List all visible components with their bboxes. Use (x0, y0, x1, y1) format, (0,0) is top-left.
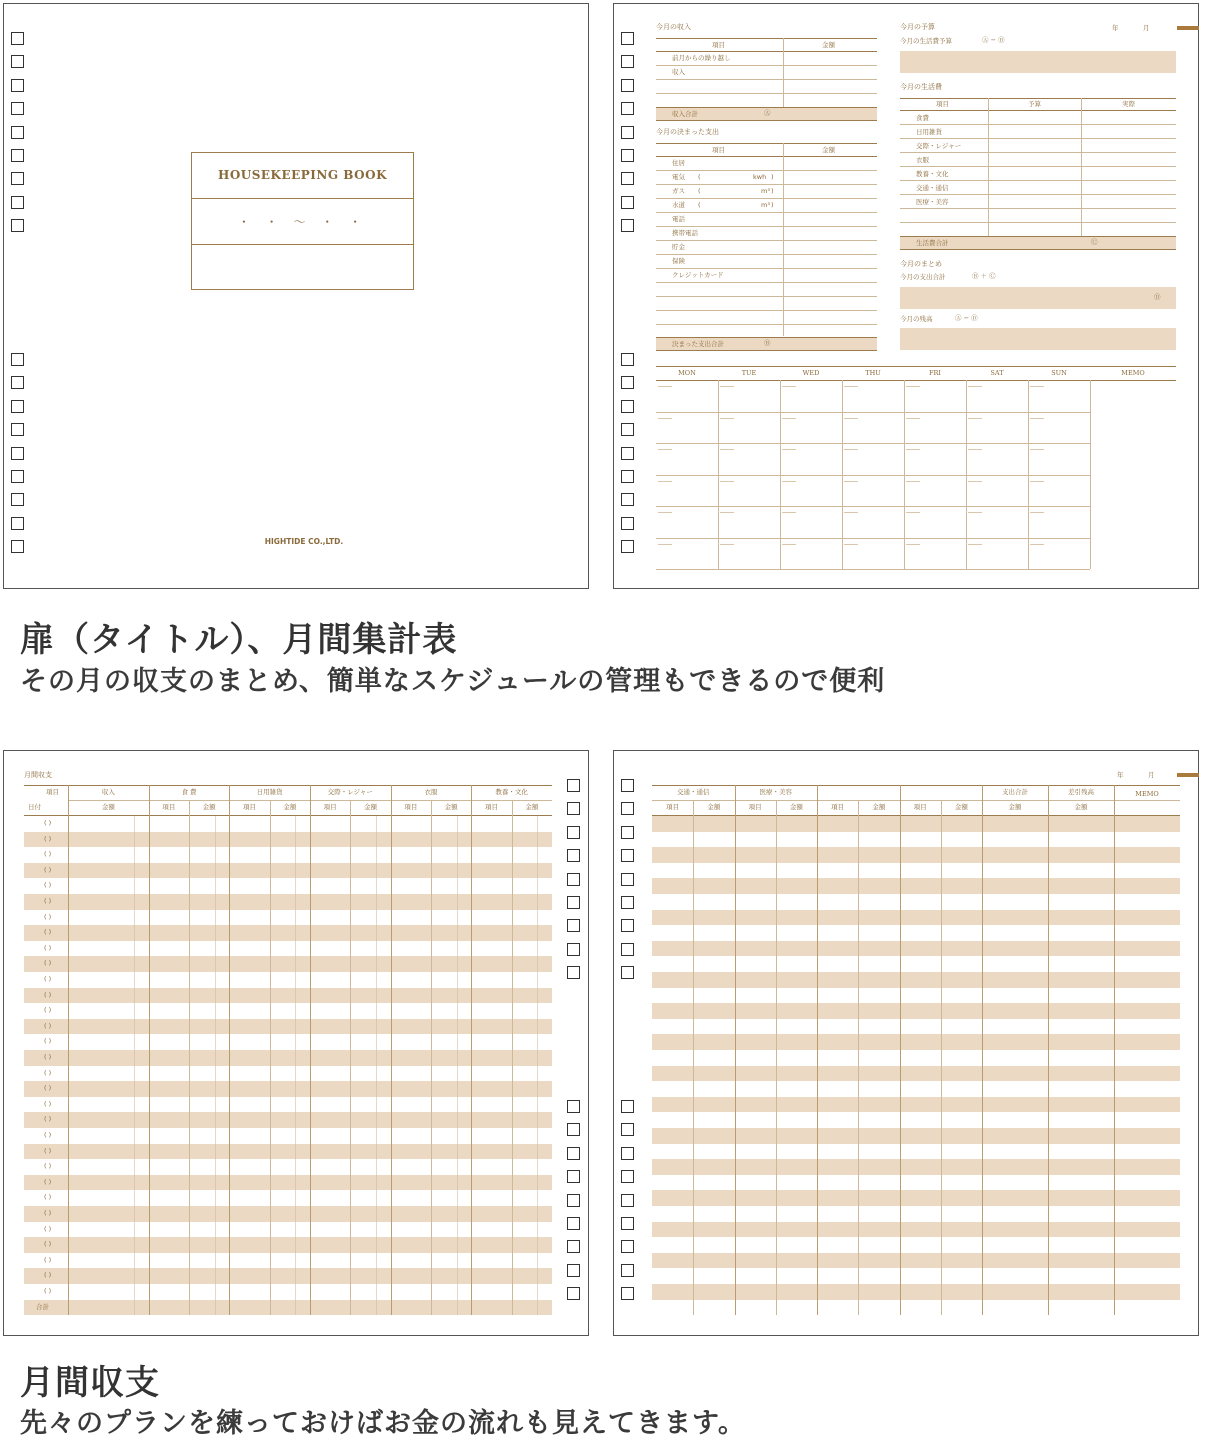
calendar-day-wed: WED (802, 369, 820, 377)
income-total-label: 収入合計 (672, 110, 698, 118)
ledger-sub-rule (652, 800, 1180, 801)
ledger-row-band (652, 1284, 1180, 1300)
ledger-row-band (652, 1034, 1180, 1050)
calendar-date-slot (844, 481, 858, 482)
ledger-sub-amount: 金額 (707, 803, 721, 811)
income-total-mark: Ⓐ (764, 109, 771, 117)
ledger-sub-amount: 金額 (283, 803, 297, 811)
ledger-row-band (652, 1003, 1180, 1019)
ledger-subcol-rule (270, 800, 271, 1315)
summary-spend-label: 今月の支出合計 (900, 273, 946, 281)
calendar-date-slot (1030, 512, 1044, 513)
calendar-date-slot (658, 481, 672, 482)
income-col-amount: 金額 (822, 41, 835, 49)
calendar-date-slot (1030, 481, 1044, 482)
ledger-row-date: ( ) (44, 1021, 52, 1030)
calendar-date-slot (844, 449, 858, 450)
caption-subtitle-2: 先々のプランを練っておけばお金の流れも見えてきます。 (20, 1408, 746, 1439)
cover-title-box (191, 152, 414, 290)
ledger-col-rule (68, 785, 69, 1315)
calendar-date-slot (658, 512, 672, 513)
calendar-date-slot (658, 386, 672, 387)
ledger-category-0: 交通・通信 (677, 788, 710, 796)
ledger-row-date: ( ) (44, 1084, 52, 1093)
ledger-sub-amount: 金額 (789, 803, 803, 811)
ledger-row-band (652, 1159, 1180, 1175)
ledger-category-0: 収入 (101, 788, 115, 796)
ledger-header-rule (24, 815, 552, 816)
ledger-row-date: ( ) (44, 1146, 52, 1155)
calendar-week-rule (656, 569, 1090, 570)
ledger-row-date: ( ) (44, 975, 52, 983)
ledger-row-band (652, 1097, 1180, 1113)
living-col-budget: 予算 (1028, 100, 1041, 108)
ledger-subcol-rule (189, 800, 190, 1315)
ledger-row-date: ( ) (44, 912, 52, 921)
calendar-date-slot (968, 449, 982, 450)
calendar-top-rule (656, 366, 1176, 367)
calendar-date-slot (906, 481, 920, 482)
binder-holes (11, 353, 24, 553)
calendar-day-mon: MON (678, 369, 696, 377)
ledger-subcol-rule (941, 800, 942, 1315)
ledger-row-date: ( ) (44, 1224, 52, 1233)
ledger-memo: MEMO (1135, 790, 1159, 798)
ledger-col-rule (900, 785, 901, 1315)
ledger-row-band (652, 1253, 1180, 1269)
income-row-income: 収入 (672, 68, 685, 76)
fixed-row-insurance: 保険 (672, 257, 685, 265)
ledger-row-band (652, 847, 1180, 863)
ledger-subcol-rule (431, 800, 432, 1315)
binder-holes (621, 1100, 634, 1300)
binder-holes (11, 32, 24, 232)
living-total-label: 生活費合計 (916, 239, 949, 247)
fixed-col-item: 項目 (712, 146, 725, 154)
ledger-row-date: ( ) (44, 928, 52, 937)
fixed-row-mobile: 携帯電話 (672, 229, 698, 237)
ledger-row-date: ( ) (44, 897, 52, 905)
living-heading: 今月の生活費 (900, 83, 942, 91)
summary-balance-formula: Ⓐ − Ⓓ (955, 314, 978, 322)
ledger-row-band (24, 894, 552, 910)
ledger-row-date: ( ) (44, 990, 52, 999)
ledger-row-band (24, 1081, 552, 1097)
living-row-leisure: 交際・レジャー (916, 142, 962, 150)
fixed-row-housing: 住居 (672, 159, 685, 167)
corner-item-label: 項目 (46, 788, 59, 796)
ledger-sub-item: 項目 (484, 803, 498, 811)
income-col-item: 項目 (712, 41, 725, 49)
ledger-row-band (24, 925, 552, 941)
ledger-left-page (3, 750, 589, 1336)
calendar-header-rule (656, 380, 1176, 381)
income-heading: 今月の収入 (656, 23, 691, 31)
ledger-row-date: ( ) (44, 1162, 52, 1171)
ledger-subcol-rule (350, 800, 351, 1315)
fixed-col-amount: 金額 (822, 146, 835, 154)
ledger-row-date: ( ) (44, 943, 52, 952)
summary-spend-mark: Ⓓ (1154, 293, 1161, 301)
calendar-date-slot (844, 418, 858, 419)
ledger-category-1: 医療・美容 (759, 788, 792, 796)
calendar-date-slot (906, 544, 920, 545)
calendar-date-slot (906, 386, 920, 387)
calendar-date-slot (720, 449, 734, 450)
calendar-week-rule (656, 443, 1090, 444)
ledger-row-band (652, 1222, 1180, 1238)
ledger-row-band (652, 816, 1180, 832)
calendar-date-slot (782, 512, 796, 513)
calendar-date-slot (968, 512, 982, 513)
ledger-sub-item: 項目 (831, 803, 845, 811)
ledger-sub-amount: 金額 (954, 803, 968, 811)
calendar-date-slot (906, 418, 920, 419)
ledger-yen-rule (457, 816, 458, 1315)
ledger-row-band (24, 1112, 552, 1128)
ledger-col-rule (735, 785, 736, 1315)
ledger-sub-item: 項目 (748, 803, 762, 811)
ledger-row-date: ( ) (44, 881, 52, 890)
fixed-row-water: 水道 (672, 201, 685, 209)
calendar-date-slot (1030, 386, 1044, 387)
caption-subtitle-1: その月の収支のまとめ、簡単なスケジュールの管理もできるので便利 (20, 666, 886, 697)
calendar-date-slot (658, 544, 672, 545)
ledger-sub-amount: 金額 (525, 803, 539, 811)
calendar-date-slot (658, 418, 672, 419)
fixed-row-savings: 貯金 (672, 243, 685, 251)
ledger-subcol-rule (512, 800, 513, 1315)
ledger-sub-amount: 金額 (444, 803, 458, 811)
calendar-date-slot (968, 481, 982, 482)
ledger-row-band (24, 832, 552, 848)
monthly-summary-page: 今月の収入 項目 金額 前月からの繰り越し 収入 収入合計 Ⓐ 今月の決まった支出 項目 金額 住居 電気 ( kwh ) ガス ( m³ ) 水道 ( m³ ) 電話 携帯電話 貯金 保険 クレジットカード 決まった支出合計 Ⓑ 今月の予算 年 月 今月の生活費予算 Ⓐ − Ⓑ 今月の生活費 項目 予算 実際 食費 日用雑貨 交際・レジャー 衣服 教養・文化 交通・通信 医療・美容 生活費合計 Ⓒ 今月のまとめ 今月の支出合計 Ⓑ ＋ Ⓒ Ⓓ 今月の残高 Ⓐ − Ⓓ MON TUE WED THU FRI SAT SUN MEMO (613, 3, 1199, 589)
ledger-row-band (652, 878, 1180, 894)
calendar-day-thu: THU (865, 369, 881, 377)
fixed-total-label: 決まった支出合計 (672, 340, 724, 348)
calendar-day-sat: SAT (990, 369, 1004, 377)
calendar-day-memo: MEMO (1121, 369, 1145, 377)
ledger-sub-amount: 金額 (202, 803, 216, 811)
ledger-row-date: ( ) (44, 819, 52, 827)
ledger-row-date: ( ) (44, 1068, 52, 1077)
ledger-row-date: ( ) (44, 1006, 52, 1015)
ledger-category-4: 衣服 (424, 788, 438, 796)
caption-title-1: 扉（タイトル）、月間集計表 (20, 620, 458, 660)
ledger-right-month: 月 (1148, 771, 1155, 779)
ledger-row-date: ( ) (44, 1240, 52, 1249)
calendar-col-rule (1090, 380, 1091, 569)
budget-year: 年 (1112, 24, 1119, 32)
ledger-sub-amount: 金額 (872, 803, 886, 811)
ledger-col-rule (471, 785, 472, 1315)
ledger-col-rule (310, 785, 311, 1315)
ledger-row-date: ( ) (44, 1255, 52, 1264)
calendar-date-slot (782, 449, 796, 450)
calendar-day-tue: TUE (741, 369, 757, 377)
ledger-row-band (652, 1066, 1180, 1082)
calendar-week-rule (656, 475, 1090, 476)
ledger-left-table (24, 785, 552, 1319)
calendar-date-slot (1030, 449, 1044, 450)
living-row-goods: 日用雑貨 (916, 128, 942, 136)
ledger-category-5: 教養・文化 (495, 788, 528, 796)
corner-date-label: 日付 (28, 803, 41, 811)
calendar-date-slot (844, 386, 858, 387)
calendar-week-rule (656, 506, 1090, 507)
index-tab (1177, 773, 1199, 777)
publisher-name: HIGHTIDE CO.,LTD. (264, 537, 344, 546)
living-row-culture: 教養・文化 (916, 170, 949, 178)
summary-spend-box[interactable] (900, 287, 1176, 309)
ledger-balance: 差引残高 (1068, 788, 1094, 796)
ledger-sub-item: 項目 (404, 803, 418, 811)
cover-page (3, 3, 589, 589)
ledger-right-year: 年 (1117, 771, 1124, 779)
calendar-date-slot (720, 386, 734, 387)
budget-input-box[interactable] (900, 51, 1176, 73)
ledger-sub-item: 項目 (162, 803, 176, 811)
ledger-sub-amount: 金額 (1074, 803, 1088, 811)
calendar-date-slot (720, 418, 734, 419)
budget-heading: 今月の予算 (900, 23, 935, 31)
fixed-heading: 今月の決まった支出 (656, 128, 719, 136)
ledger-sub-item: 項目 (913, 803, 927, 811)
ledger-yen-rule (295, 816, 296, 1315)
fixed-total-mark: Ⓑ (764, 339, 771, 347)
ledger-right-table (652, 785, 1180, 1319)
ledger-row-date: ( ) (44, 1287, 52, 1295)
ledger-row-band (24, 1144, 552, 1160)
index-tab (1177, 26, 1199, 30)
ledger-category-2: 日用雑貨 (256, 788, 283, 796)
living-col-actual: 実際 (1122, 100, 1135, 108)
living-total-mark: Ⓒ (1091, 238, 1098, 246)
ledger-subcol-rule (776, 800, 777, 1315)
ledger-row-date: ( ) (44, 1193, 52, 1202)
budget-sub-label: 今月の生活費予算 (900, 37, 952, 45)
calendar-date-slot (1030, 544, 1044, 545)
ledger-yen-rule (376, 816, 377, 1315)
calendar-date-slot (968, 418, 982, 419)
calendar-date-slot (782, 418, 796, 419)
ledger-sub-amount: 金額 (363, 803, 377, 811)
ledger-col-rule (1114, 785, 1115, 1315)
calendar-date-slot (1030, 418, 1044, 419)
summary-balance-label: 今月の残高 (900, 315, 933, 323)
calendar-date-slot (906, 449, 920, 450)
fixed-row-electric: 電気 (672, 173, 685, 181)
ledger-sub-amount: 金額 (1008, 803, 1022, 811)
ledger-row-band (24, 1019, 552, 1035)
cover-date-range: ・ ・ 〜 ・ ・ (237, 215, 368, 229)
calendar-date-slot (782, 544, 796, 545)
calendar-date-slot (968, 544, 982, 545)
fixed-row-gas: ガス (672, 187, 685, 195)
ledger-row-band (24, 1206, 552, 1222)
calendar-date-slot (782, 386, 796, 387)
ledger-heading: 月間収支 (24, 771, 52, 779)
living-row-transport: 交通・通信 (916, 184, 949, 192)
summary-balance-box[interactable] (900, 328, 1176, 350)
ledger-row-date: ( ) (44, 959, 52, 968)
calendar-date-slot (844, 544, 858, 545)
ledger-sub-item: 項目 (323, 803, 337, 811)
binder-holes (621, 779, 634, 979)
ledger-row-band (652, 972, 1180, 988)
ledger-row-band (652, 1128, 1180, 1144)
ledger-row-band (652, 910, 1180, 926)
ledger-row-date: ( ) (44, 1037, 52, 1046)
calendar-date-slot (720, 512, 734, 513)
ledger-row-band (24, 988, 552, 1004)
ledger-sub-item: 項目 (666, 803, 680, 811)
caption-title-2: 月間収支 (20, 1363, 160, 1403)
ledger-category-1: 食 費 (181, 788, 197, 796)
binder-holes (621, 32, 634, 232)
ledger-row-date: ( ) (44, 1115, 52, 1124)
binder-holes (621, 353, 634, 553)
calendar-day-sun: SUN (1051, 369, 1067, 377)
ledger-row-date: ( ) (44, 1053, 52, 1061)
ledger-row-band (24, 1268, 552, 1284)
ledger-row-date: ( ) (44, 1099, 52, 1108)
ledger-total-spend: 支出合計 (1002, 788, 1028, 796)
summary-heading: 今月のまとめ (900, 260, 942, 268)
fixed-row-phone: 電話 (672, 215, 685, 223)
ledger-row-date: ( ) (44, 1209, 52, 1217)
ledger-top-rule (652, 785, 1180, 786)
calendar-week-rule (656, 412, 1090, 413)
calendar-date-slot (782, 481, 796, 482)
ledger-category-3: 交際・レジャー (327, 788, 373, 796)
binder-holes (567, 779, 580, 979)
ledger-total-row (24, 1300, 552, 1316)
living-row-food: 食費 (916, 114, 929, 122)
binder-holes (567, 1100, 580, 1300)
ledger-sub-amount: 金額 (101, 803, 115, 811)
ledger-row-band (24, 1237, 552, 1253)
ledger-row-date: ( ) (44, 865, 52, 874)
living-row-clothes: 衣服 (916, 156, 929, 164)
ledger-col-rule (391, 785, 392, 1315)
ledger-row-date: ( ) (44, 834, 52, 843)
calendar-date-slot (968, 386, 982, 387)
summary-spend-formula: Ⓑ ＋ Ⓒ (972, 272, 996, 280)
ledger-sub-item: 項目 (242, 803, 256, 811)
ledger-yen-rule (215, 816, 216, 1315)
ledger-subcol-rule (858, 800, 859, 1315)
ledger-row-band (24, 956, 552, 972)
living-col-item: 項目 (936, 100, 949, 108)
budget-formula: Ⓐ − Ⓑ (982, 36, 1005, 44)
ledger-row-date: ( ) (44, 1131, 52, 1139)
ledger-row-band (652, 941, 1180, 957)
living-row-medical: 医療・美容 (916, 198, 949, 206)
ledger-row-date: ( ) (44, 850, 52, 859)
ledger-row-date: ( ) (44, 1271, 52, 1280)
ledger-col-rule (229, 785, 230, 1315)
income-row-carryover: 前月からの繰り越し (672, 54, 731, 62)
ledger-col-rule (982, 785, 983, 1315)
ledger-col-rule (149, 785, 150, 1315)
ledger-row-band (24, 1050, 552, 1066)
weekly-calendar (656, 366, 1176, 569)
calendar-date-slot (844, 512, 858, 513)
calendar-date-slot (720, 544, 734, 545)
ledger-row-band (24, 1175, 552, 1191)
ledger-row-band (24, 863, 552, 879)
cover-title: HOUSEKEEPING BOOK (217, 168, 388, 182)
ledger-row-date: ( ) (44, 1177, 52, 1186)
ledger-yen-rule (134, 816, 135, 1315)
ledger-yen-rule (537, 816, 538, 1315)
fixed-row-credit: クレジットカード (672, 271, 724, 279)
ledger-top-rule (24, 785, 552, 786)
ledger-right-page (613, 750, 1199, 1336)
calendar-date-slot (720, 481, 734, 482)
calendar-week-rule (656, 538, 1090, 539)
calendar-date-slot (906, 512, 920, 513)
budget-month: 月 (1143, 24, 1150, 32)
calendar-day-fri: FRI (929, 369, 941, 377)
ledger-total-label: 合計 (36, 1302, 49, 1311)
ledger-col-rule (1048, 785, 1049, 1315)
ledger-row-band (652, 1190, 1180, 1206)
calendar-date-slot (658, 449, 672, 450)
ledger-subcol-rule (693, 800, 694, 1315)
ledger-col-rule (817, 785, 818, 1315)
